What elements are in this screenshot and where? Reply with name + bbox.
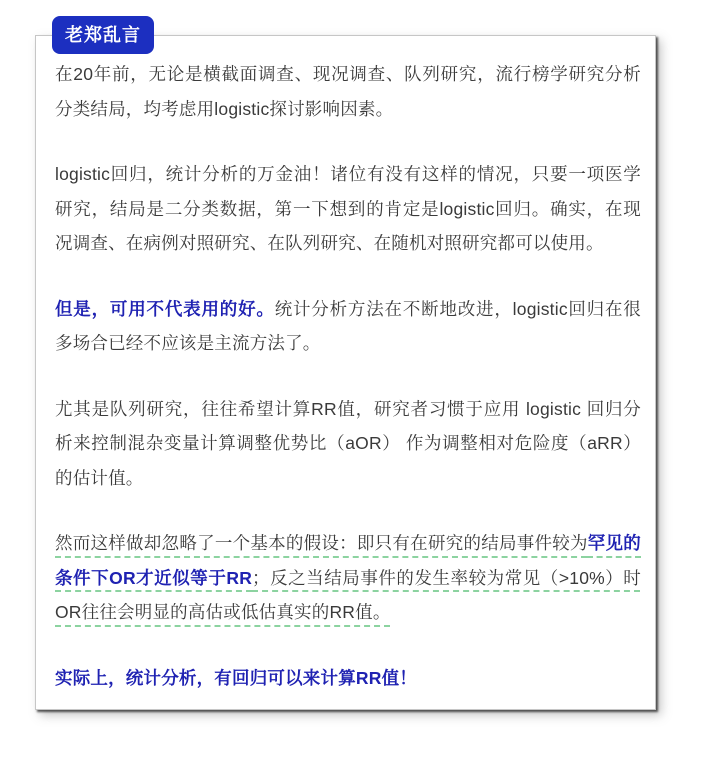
body-text: logistic回归，统计分析的万金油！诸位有没有这样的情况，只要一项医学研究，结局是二分类数据，第一下想到的肯定是logistic回归。确实，在现况调查、在病例对照研究、在队列研究、在随机对照研究都可以使用。 xyxy=(55,164,641,253)
paragraph xyxy=(55,292,641,361)
body-text: 统计分析方法在不断地改进，logistic回归在很多场合已经不应该是主流方法了。 xyxy=(55,298,641,353)
paragraph xyxy=(55,157,641,261)
article-card xyxy=(35,25,656,710)
emphasis-text: 实际上，统计分析，有回归可以来计算RR值！ xyxy=(55,667,417,688)
body-text: 尤其是队列研究，往往希望计算RR值，研究者习惯于应用 logistic 回归分析来控制混杂变量计算调整优势比（aOR） 作为调整相对危险度（aRR）的估计值。 xyxy=(55,398,641,488)
paragraph xyxy=(55,661,641,696)
emphasis-text: 罕见的条件下OR才近似等于RR xyxy=(55,533,641,588)
paragraph xyxy=(55,526,641,630)
body-text: ；反之当结局事件的发生率较为常见（>10%）时OR往往会明显的高估或低估真实的RR值。 xyxy=(55,567,641,622)
paragraph xyxy=(55,392,641,496)
body-text: 然而这样做却忽略了一个基本的假设：即只有在研究的结局事件较为 xyxy=(55,533,588,553)
emphasis-text: 但是，可用不代表用的好。 xyxy=(55,298,275,319)
body-text: 在20年前，无论是横截面调查、现况调查、队列研究，流行榜学研究分析分类结局，均考虑用logistic探讨影响因素。 xyxy=(55,64,641,119)
paragraph xyxy=(55,57,641,126)
author-badge: 老郑乱言 xyxy=(52,16,154,54)
article-body xyxy=(55,57,641,695)
